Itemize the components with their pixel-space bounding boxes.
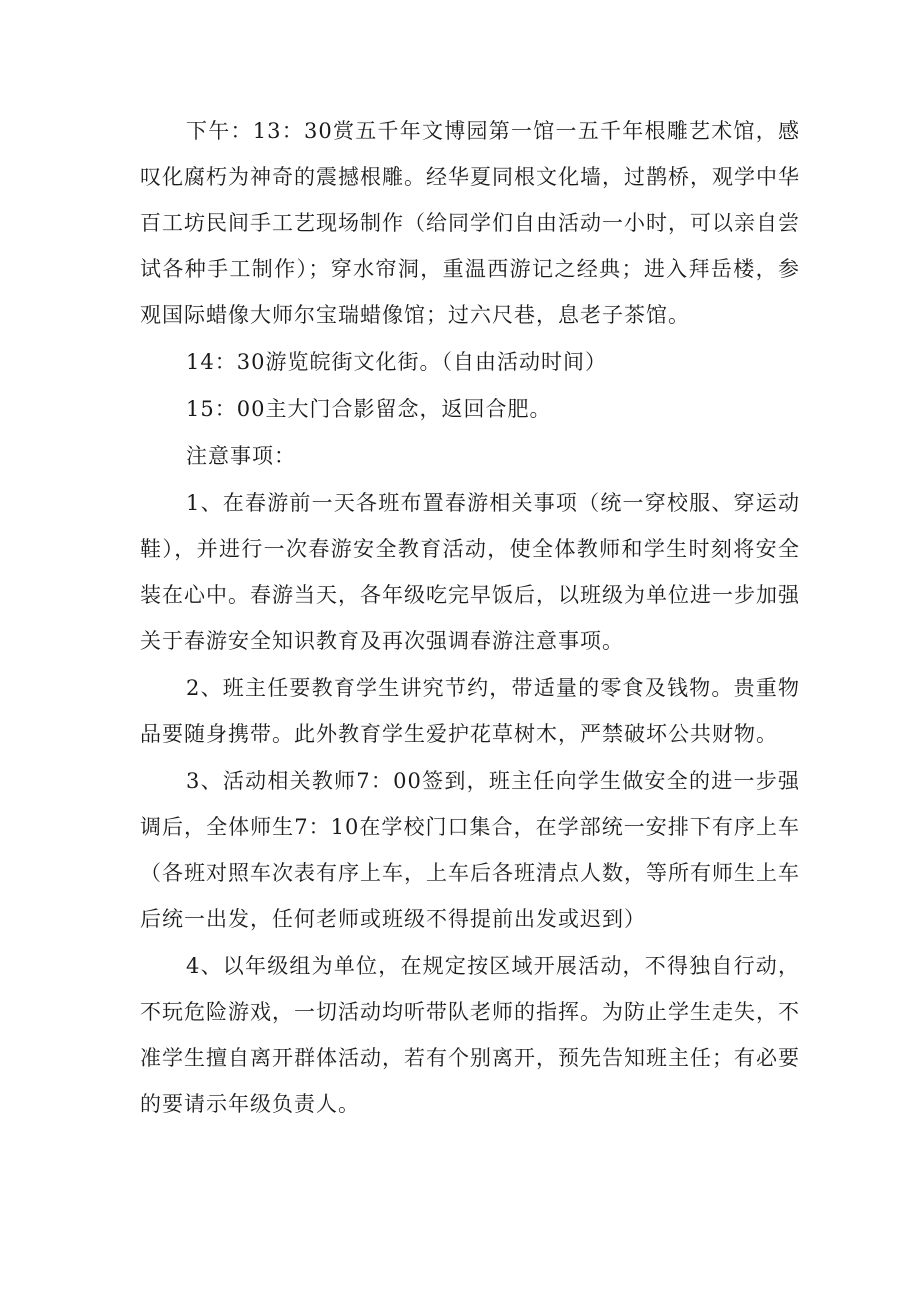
paragraph-1500-schedule: 15：00主大门合影留念，返回合肥。 [186, 397, 552, 421]
paragraph-note-1: 1、在春游前一天各班布置春游相关事项（统一穿校服、穿运动鞋），并进行一次春游安全教育活动，使全体教师和学生时刻将安全装在心中。春游当天，各年级吃完早饭后，以班级为单位进一步加强关于春游安全知识教育及再次强调春游注意事项。 [140, 491, 800, 653]
paragraph-note-2: 2、班主任要教育学生讲究节约，带适量的零食及钱物。贵重物品要随身携带。此外教育学生爱护花草树木，严禁破坏公共财物。 [140, 676, 800, 746]
paragraph-1430-schedule: 14：30游览皖街文化街。（自由活动时间） [186, 350, 607, 374]
paragraph-note-4: 4、以年级组为单位，在规定按区域开展活动，不得独自行动，不玩危险游戏，一切活动均听带队老师的指挥。为防止学生走失，不准学生擅自离开群体活动，若有个别离开，预先告知班主任；有必要的要请示年级负责人。 [140, 954, 800, 1116]
paragraph-notes-heading: 注意事项： [186, 444, 296, 468]
paragraph-note-3: 3、活动相关教师7：00签到，班主任向学生做安全的进一步强调后，全体师生7：10在学校门口集合，在学部统一安排下有序上车（各班对照车次表有序上车，上车后各班清点人数，等所有师生上车后统一出发，任何老师或班级不得提前出发或迟到） [140, 769, 800, 931]
document-body [140, 108, 800, 1128]
paragraph-afternoon-schedule: 下午：13：30赏五千年文博园第一馆一五千年根雕艺术馆，感叹化腐朽为神奇的震撼根雕。经华夏同根文化墙，过鹊桥，观学中华百工坊民间手工艺现场制作（给同学们自由活动一小时，可以亲自尝试各种手工制作）；穿水帘洞，重温西游记之经典；进入拜岳楼，参观国际蜡像大师尔宝瑞蜡像馆；过六尺巷，息老子茶馆。 [140, 119, 800, 327]
